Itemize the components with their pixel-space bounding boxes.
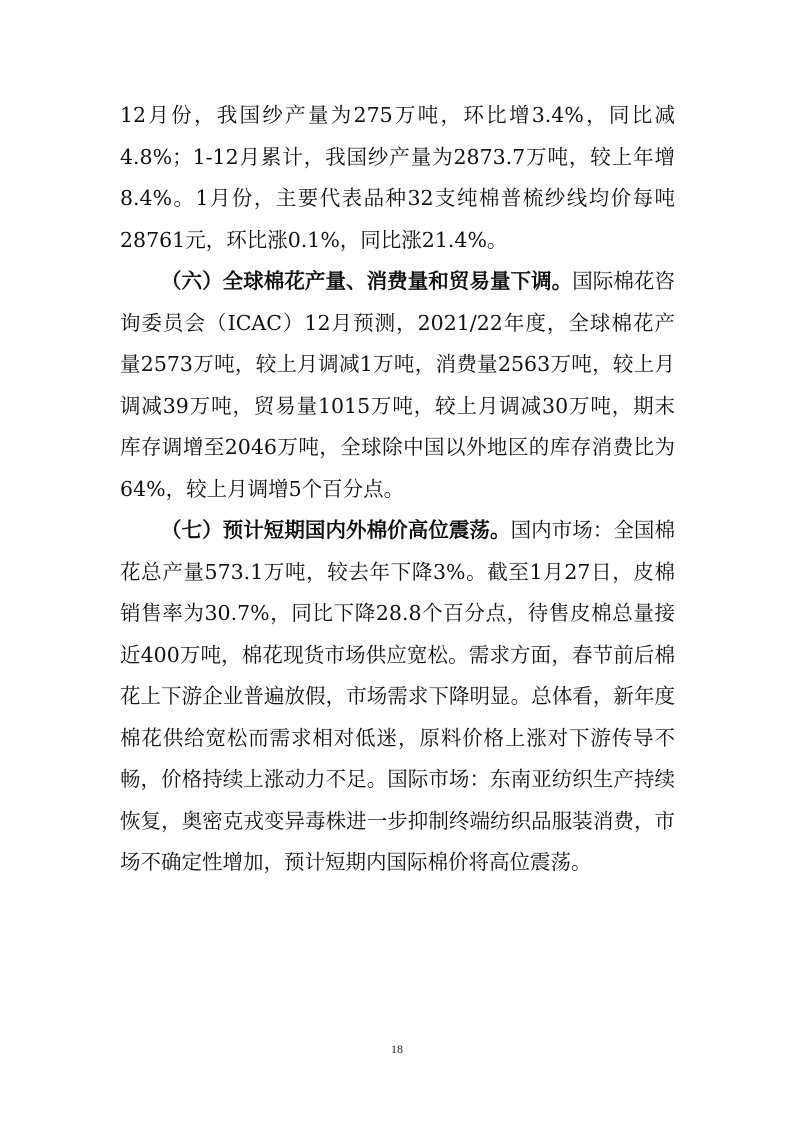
section-heading-seven: （七）预计短期国内外棉价高位震荡。 bbox=[161, 518, 511, 542]
paragraph-price-outlook bbox=[120, 510, 675, 884]
paragraph-text: 12月份，我国纱产量为275万吨，环比增3.4%，同比减4.8%；1-12月累计，我国纱产量为2873.7万吨，较上年增8.4%。1月份，主要代表品种32支纯棉普梳纱线均价每吨28761元，环比涨0.1%，同比涨21.4%。 bbox=[120, 103, 675, 252]
paragraph-text: 国内市场：全国棉花总产量573.1万吨，较去年下降3%。截至1月27日，皮棉销售率为30.7%，同比下降28.8个百分点，待售皮棉总量接近400万吨，棉花现货市场供应宽松。需求方面，春节前后棉花上下游企业普遍放假，市场需求下降明显。总体看，新年度棉花供给宽松而需求相对低迷，原料价格上涨对下游传导不畅，价格持续上涨动力不足。国际市场：东南亚纺织生产持续恢复，奥密克戎变异毒株进一步抑制终端纺织品服装消费，市场不确定性增加，预计短期内国际棉价将高位震荡。 bbox=[120, 518, 675, 874]
paragraph-global-cotton bbox=[120, 261, 675, 510]
page-number: 18 bbox=[391, 1042, 403, 1056]
section-heading-six: （六）全球棉花产量、消费量和贸易量下调。 bbox=[161, 269, 573, 293]
paragraph-text: 国际棉花咨询委员会（ICAC）12月预测，2021/22年度，全球棉花产量2573万吨，较上月调减1万吨，消费量2563万吨，较上月调减39万吨，贸易量1015万吨，较上月调减30万吨，期末库存调增至2046万吨，全球除中国以外地区的库存消费比为64%，较上月调增5个百分点。 bbox=[120, 269, 675, 501]
document-body bbox=[120, 95, 675, 884]
paragraph-yarn-production bbox=[120, 95, 675, 261]
